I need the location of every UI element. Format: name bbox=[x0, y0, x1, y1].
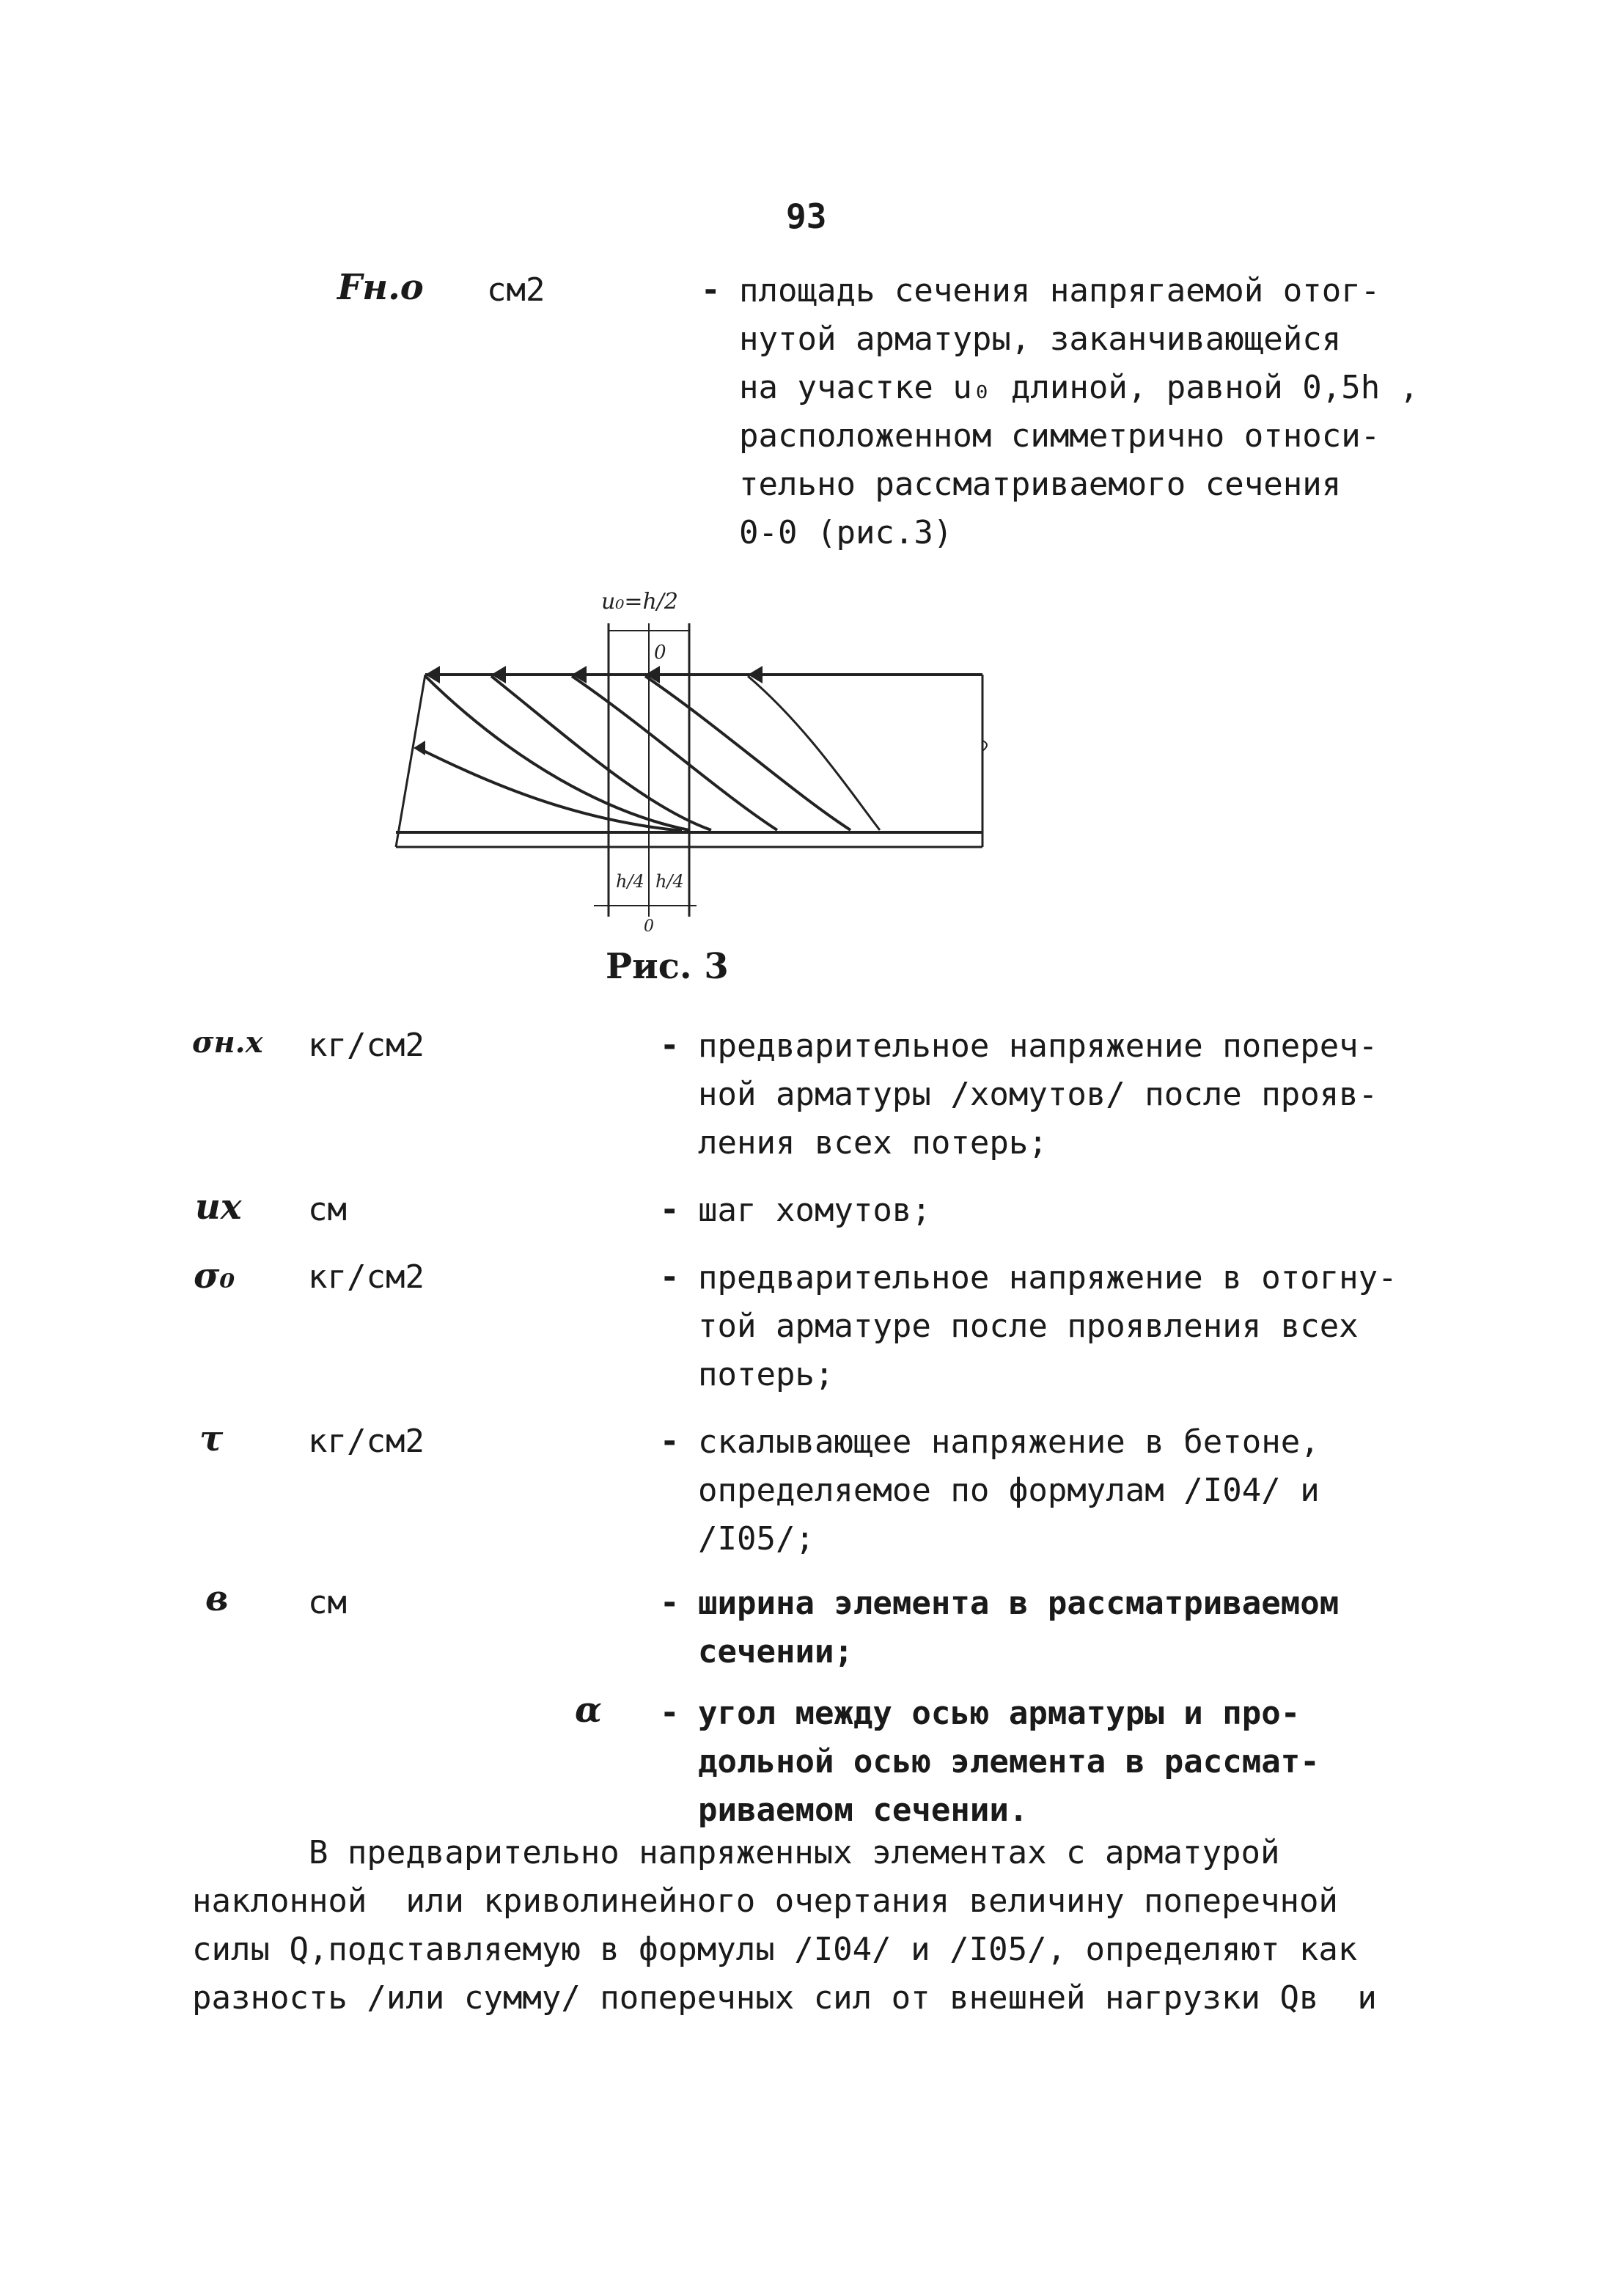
paragraph-line: наклонной или криволинейного очертания величину поперечной bbox=[192, 1882, 1338, 1920]
definition-line: риваемом сечении. bbox=[698, 1791, 1029, 1829]
definition-text bbox=[698, 1254, 1397, 1399]
symbol-sigma-nx: σн.х bbox=[192, 1025, 263, 1060]
definition-line: ширина элемента в рассматриваемом bbox=[698, 1585, 1340, 1622]
definition-line: предварительное напряжение попереч- bbox=[698, 1027, 1378, 1065]
definition-line: на участке u₀ длиной, равной 0,5h , bbox=[739, 369, 1419, 406]
definition-line: 0-0 (рис.3) bbox=[739, 514, 953, 551]
paragraph-line: разность /или сумму/ поперечных сил от внешней нагрузки Qв и bbox=[192, 1979, 1377, 2017]
definition-dash: - bbox=[660, 1584, 680, 1621]
beam-figure bbox=[367, 572, 1026, 939]
anchor bbox=[425, 666, 440, 683]
definition-line: сечении; bbox=[698, 1633, 853, 1670]
definition-line: ления всех потерь; bbox=[698, 1124, 1048, 1162]
figure-caption: Рис. 3 bbox=[606, 946, 729, 987]
definition-line: расположенном симметрично относи- bbox=[739, 417, 1381, 455]
anchor bbox=[748, 666, 763, 683]
definition-text bbox=[698, 1580, 1339, 1676]
unit-sm: см bbox=[308, 1584, 347, 1621]
definition-dash: - bbox=[660, 1027, 680, 1064]
symbol-f-no: Fн.о bbox=[337, 267, 424, 308]
dimension-label-right: h/4 bbox=[655, 871, 684, 892]
definition-line: угол между осью арматуры и про- bbox=[698, 1695, 1301, 1732]
unit-kg-sm2: кг/см2 bbox=[308, 1423, 425, 1460]
definition-line: потерь; bbox=[698, 1356, 834, 1393]
unit-sm2: см2 bbox=[487, 271, 545, 309]
bent-bar bbox=[748, 676, 880, 830]
unit-kg-sm2: кг/см2 bbox=[308, 1027, 425, 1064]
definition-line: нутой арматуры, заканчивающейся bbox=[739, 320, 1342, 358]
body-paragraph bbox=[192, 1829, 1377, 2022]
dimension-label-left: h/4 bbox=[616, 871, 644, 892]
definition-dash: - bbox=[660, 1423, 680, 1460]
definition-line: определяемое по формулам /I04/ и bbox=[698, 1472, 1320, 1509]
definition-line: тельно рассматриваемого сечения bbox=[739, 466, 1342, 503]
dimension-label-top: u₀=h/2 bbox=[601, 589, 678, 615]
definition-dash: - bbox=[660, 1258, 680, 1296]
beam-left-edge bbox=[396, 675, 425, 847]
paragraph-line: В предварительно напряженных элементах с арматурой bbox=[192, 1834, 1280, 1871]
definition-line: скалывающее напряжение в бетоне, bbox=[698, 1423, 1320, 1461]
definition-line: площадь сечения напрягаемой отог- bbox=[739, 272, 1381, 309]
page-number: 93 bbox=[786, 197, 827, 236]
definition-dash: - bbox=[701, 271, 721, 309]
definition-line: ной арматуры /хомутов/ после прояв- bbox=[698, 1076, 1378, 1113]
unit-kg-sm2: кг/см2 bbox=[308, 1258, 425, 1296]
definition-dash: - bbox=[660, 1191, 680, 1228]
paragraph-line: силы Q,подставляемую в формулы /I04/ и /I05/, определяют как bbox=[192, 1931, 1358, 1968]
definition-line: той арматуре после проявления всех bbox=[698, 1307, 1359, 1345]
anchor bbox=[414, 741, 425, 755]
definition-text bbox=[698, 1186, 931, 1235]
section-label-top: 0 bbox=[654, 642, 666, 664]
symbol-b: в bbox=[205, 1578, 229, 1619]
symbol-alpha: α bbox=[575, 1690, 602, 1731]
definition-text bbox=[698, 1418, 1320, 1563]
definition-line: /I05/; bbox=[698, 1520, 815, 1558]
definition-text bbox=[698, 1690, 1320, 1835]
section-label-bottom: 0 bbox=[644, 917, 654, 936]
symbol-u-x: uх bbox=[195, 1186, 242, 1228]
unit-sm: см bbox=[308, 1191, 347, 1228]
symbol-sigma-0: σ₀ bbox=[194, 1255, 235, 1296]
definition-line: предварительное напряжение в отогну- bbox=[698, 1259, 1397, 1296]
definition-line: шаг хомутов; bbox=[698, 1192, 931, 1229]
symbol-tau: τ bbox=[199, 1418, 224, 1459]
definition-text bbox=[698, 1022, 1378, 1167]
definition-line: дольной осью элемента в рассмат- bbox=[698, 1743, 1320, 1780]
definition-text bbox=[739, 267, 1419, 557]
definition-dash: - bbox=[660, 1694, 680, 1731]
